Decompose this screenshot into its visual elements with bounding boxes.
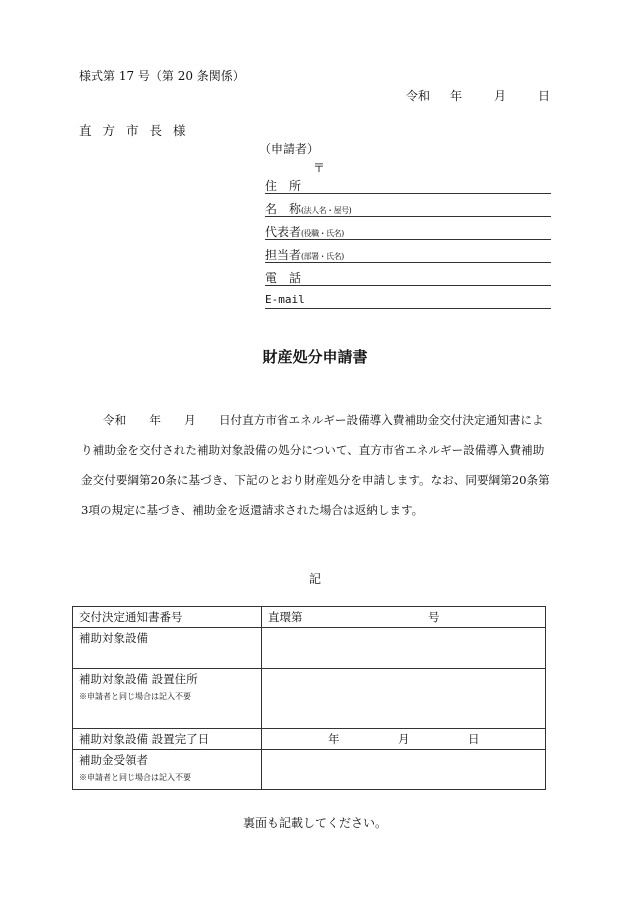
applicant-label: （申請者） — [259, 142, 320, 156]
notice-number-cell[interactable] — [262, 607, 546, 628]
equipment-label: 補助対象設備 — [73, 628, 262, 669]
date-day: 日 — [537, 89, 550, 103]
installation-address-label — [73, 669, 262, 729]
address-label: 住 所 — [265, 179, 302, 193]
representative-label: 代表者 — [265, 225, 302, 239]
recipient-label — [73, 750, 262, 790]
installation-address-note: ※申請者と同じ場合は記入不要 — [79, 692, 191, 701]
form-number: 様式第 17 号（第 20 条関係） — [79, 69, 245, 83]
table-row — [73, 750, 546, 790]
contact-person-note: (部署・氏名) — [301, 252, 344, 261]
table-row — [73, 607, 546, 628]
document-title: 財産処分申請書 — [262, 348, 368, 366]
contact-person-label: 担当者 — [265, 248, 302, 262]
date-era: 令和 — [405, 89, 430, 103]
email-field[interactable] — [265, 292, 551, 309]
notice-number-prefix: 直環第 — [268, 610, 303, 624]
notice-number-suffix: 号 — [428, 610, 440, 624]
installation-address-cell[interactable] — [262, 669, 546, 729]
table-row — [73, 669, 546, 729]
completion-date-label: 補助対象設備 設置完了日 — [73, 729, 262, 750]
addressee: 直方市長様 — [79, 123, 197, 138]
table-row — [73, 729, 546, 750]
representative-note: (役職・氏名) — [301, 229, 344, 238]
date-year: 年 — [449, 89, 462, 103]
ki-heading: 記 — [308, 572, 321, 586]
email-label: E-mail — [265, 293, 305, 306]
footer-note: 裏面も記載してください。 — [242, 816, 387, 830]
body-line: り補助金を交付された補助対象設備の処分について、直方市省エネルギー設備導入費補助 — [81, 443, 545, 457]
installation-address-title: 補助対象設備 設置住所 — [79, 672, 198, 686]
details-table — [72, 606, 546, 790]
body-line: 金交付要綱第20条に基づき、下記のとおり財産処分を申請します。なお、同要綱第20条第 — [81, 473, 550, 487]
address-field[interactable] — [265, 177, 551, 194]
recipient-title: 補助金受領者 — [79, 753, 148, 767]
body-line: 令和 年 月 日付直方市省エネルギー設備導入費補助金交付決定通知書によ — [103, 413, 544, 427]
postal-mark: 〒 — [313, 161, 326, 175]
completion-day: 日 — [468, 732, 480, 746]
phone-label: 電 話 — [265, 271, 302, 285]
table-row — [73, 628, 546, 669]
body-paragraph — [81, 405, 553, 525]
contact-person-field[interactable] — [265, 246, 551, 263]
name-note: (法人名・屋号) — [301, 206, 352, 215]
body-line: 3項の規定に基づき、補助金を返還請求された場合は返納します。 — [81, 503, 424, 517]
notice-number-label: 交付決定通知書番号 — [73, 607, 262, 628]
recipient-cell[interactable] — [262, 750, 546, 790]
completion-month: 月 — [398, 732, 410, 746]
representative-field[interactable] — [265, 223, 551, 240]
name-field[interactable] — [265, 200, 551, 217]
recipient-note: ※申請者と同じ場合は記入不要 — [79, 773, 191, 782]
application-date — [406, 87, 550, 104]
completion-date-cell[interactable] — [262, 729, 546, 750]
completion-year: 年 — [328, 732, 340, 746]
equipment-cell[interactable] — [262, 628, 546, 669]
name-label: 名 称 — [265, 202, 302, 216]
date-month: 月 — [493, 89, 506, 103]
phone-field[interactable] — [265, 269, 551, 286]
